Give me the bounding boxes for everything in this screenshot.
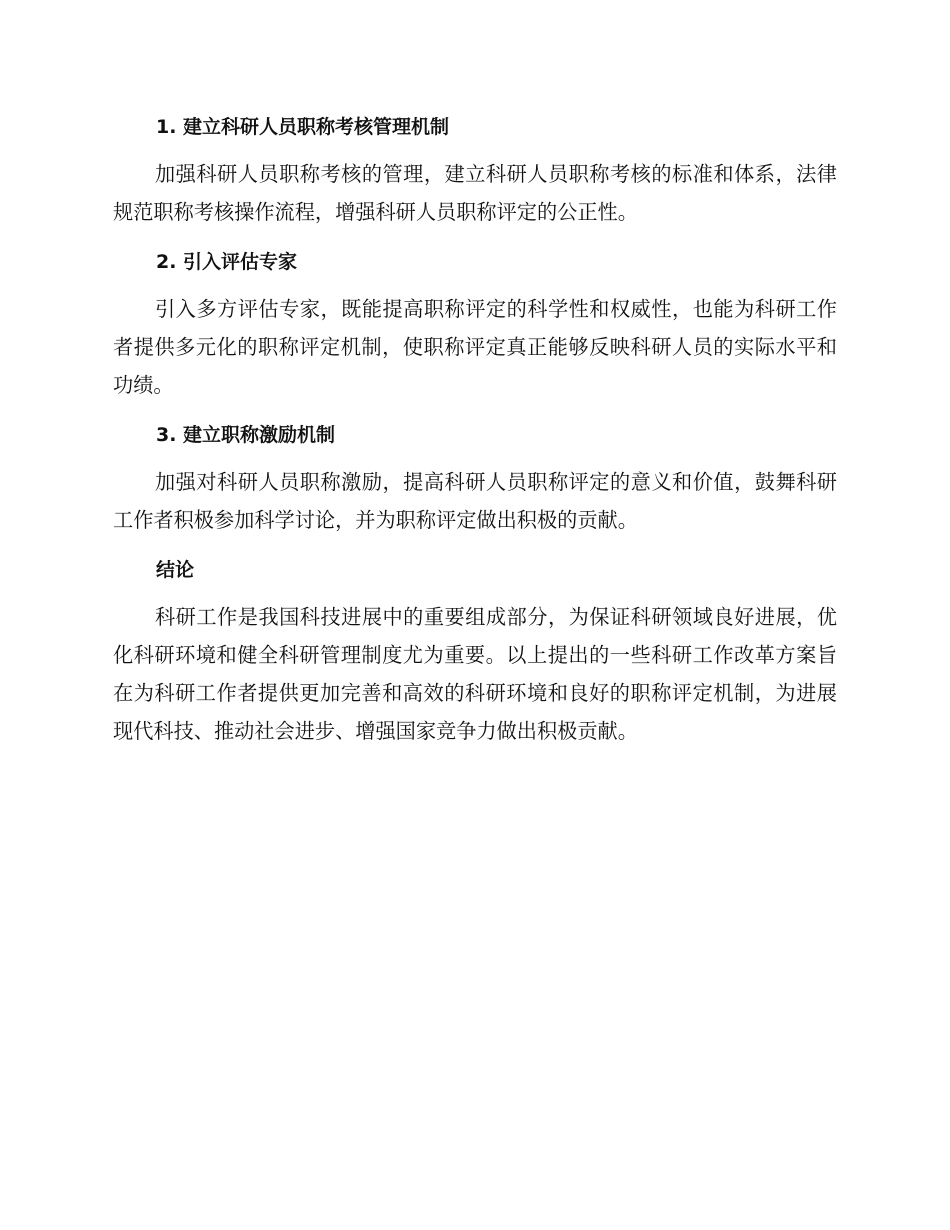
- section-paragraph: 科研工作是我国科技进展中的重要组成部分，为保证科研领域良好进展，优化科研环境和健全科研管理制度尤为重要。以上提出的一些科研工作改革方案旨在为科研工作者提供更加完善和高效的科研环境和良好的职称评定机制，为进展现代科技、推动社会进步、增强国家竞争力做出积极贡献。: [113, 605, 837, 743]
- section-title-incentive: [113, 419, 837, 539]
- section-heading: 1. 建立科研人员职称考核管理机制: [156, 116, 450, 138]
- section-paragraph: 引入多方评估专家，既能提高职称评定的科学性和权威性，也能为科研工作者提供多元化的职称评定机制，使职称评定真正能够反映科研人员的实际水平和功绩。: [113, 297, 837, 397]
- section-title-assessment: [113, 111, 837, 231]
- section-heading: 2. 引入评估专家: [156, 251, 298, 273]
- section-heading: 结论: [156, 559, 195, 581]
- section-expert-evaluation: [113, 246, 837, 404]
- section-paragraph: 加强对科研人员职称激励，提高科研人员职称评定的意义和价值，鼓舞科研工作者积极参加科学讨论，并为职称评定做出积极的贡献。: [113, 470, 837, 532]
- section-paragraph: 加强科研人员职称考核的管理，建立科研人员职称考核的标准和体系，法律规范职称考核操作流程，增强科研人员职称评定的公正性。: [113, 162, 837, 224]
- section-heading: 3. 建立职称激励机制: [156, 424, 336, 446]
- section-conclusion: [113, 554, 837, 750]
